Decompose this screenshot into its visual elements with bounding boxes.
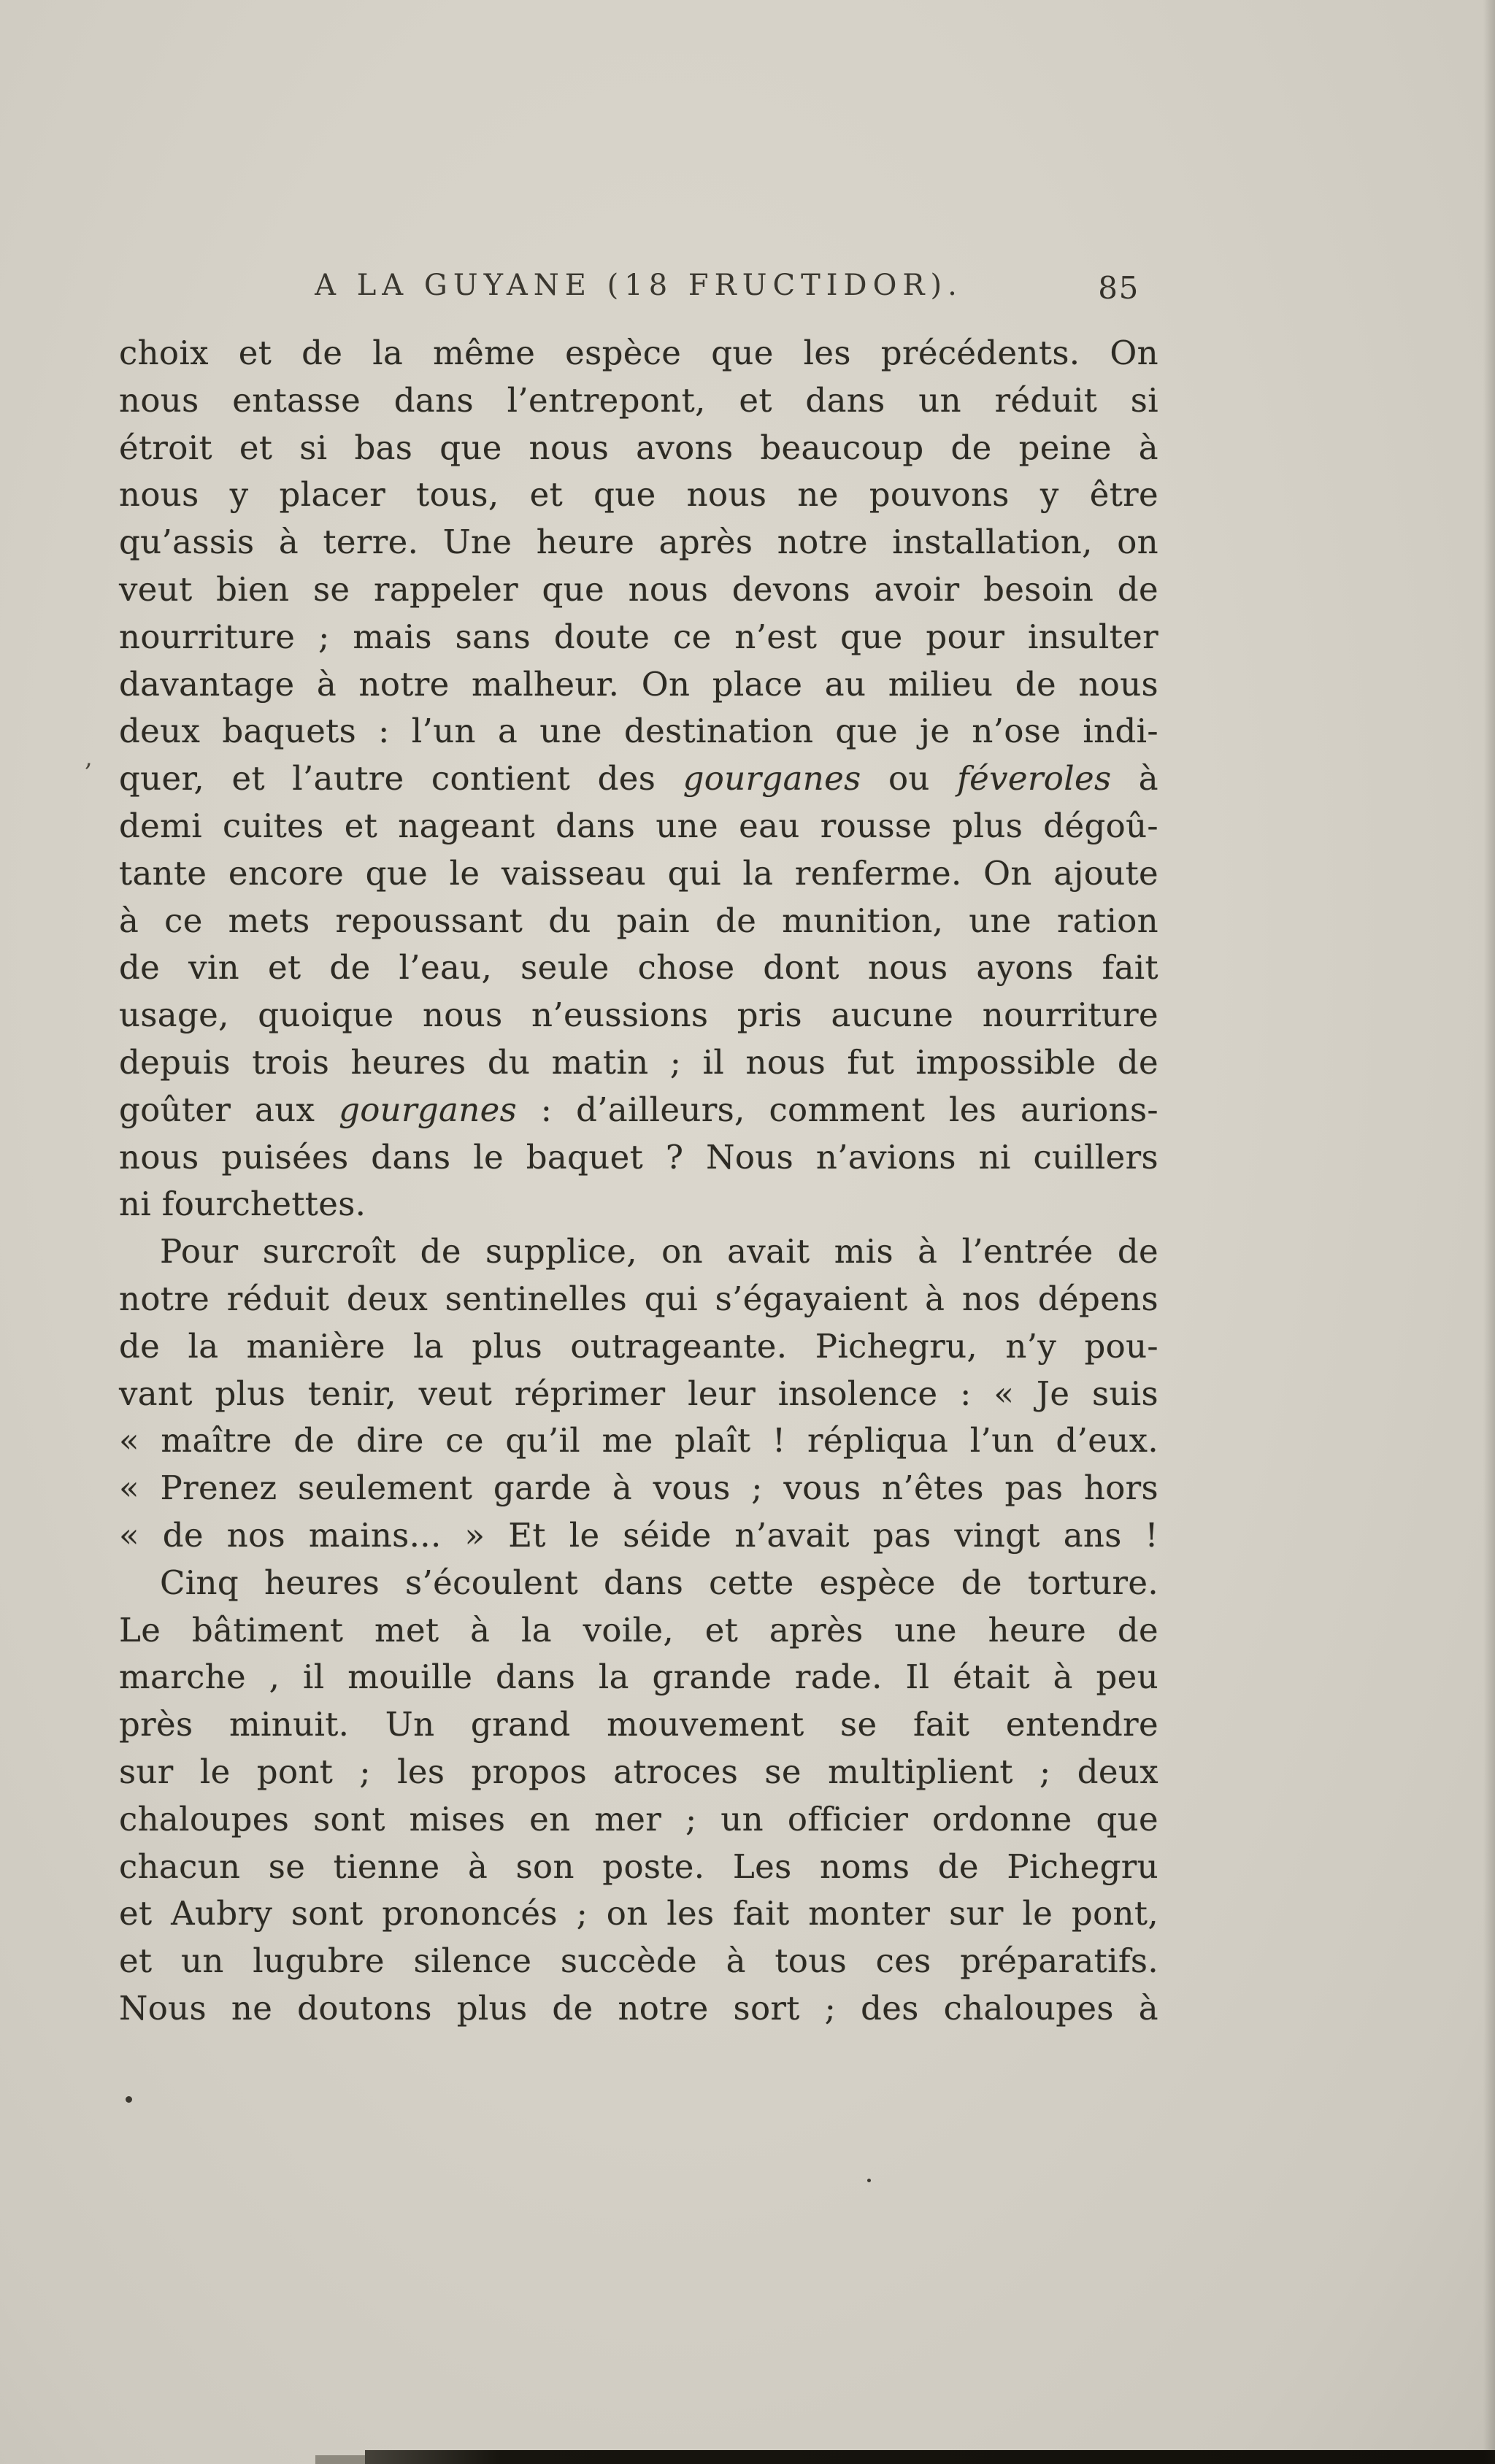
text-line bbox=[119, 755, 1158, 803]
text-line: Pour surcroît de supplice, on avait mis à l’entrée de bbox=[160, 1232, 1158, 1271]
text-line bbox=[119, 1087, 1158, 1134]
text-line: « de nos mains... » Et le séide n’avait pas vingt ans ! bbox=[119, 1515, 1158, 1555]
text-line: sur le pont ; les propos atroces se multiplient ; deux bbox=[119, 1752, 1158, 1791]
page-header bbox=[119, 269, 1158, 306]
text-line: nous puisées dans le baquet ? Nous n’avions ni cuillers bbox=[119, 1137, 1158, 1177]
text-line: vant plus tenir, veut réprimer leur insolence : « Je suis bbox=[119, 1374, 1158, 1413]
text-line: de vin et de l’eau, seule chose dont nous ayons fait bbox=[119, 948, 1158, 987]
text-segment: à bbox=[1111, 759, 1158, 798]
text-line: chaloupes sont mises en mer ; un officier ordonne que bbox=[119, 1799, 1158, 1839]
book-edge bbox=[365, 2450, 1495, 2464]
text-line: nous entasse dans l’entrepont, et dans un réduit si bbox=[119, 380, 1158, 420]
text-line: et un lugubre silence succède à tous ces préparatifs. bbox=[119, 1941, 1158, 1981]
text-line: demi cuites et nageant dans une eau rousse plus dégoû- bbox=[119, 806, 1158, 845]
scan-speck bbox=[867, 2179, 871, 2182]
text-line: nous y placer tous, et que nous ne pouvons y être bbox=[119, 475, 1158, 515]
text-line: Cinq heures s’écoulent dans cette espèce de torture. bbox=[160, 1563, 1158, 1602]
text-line: Le bâtiment met à la voile, et après une heure de bbox=[119, 1610, 1158, 1649]
page-text bbox=[119, 330, 1158, 2033]
text-line: et Aubry sont prononcés ; on les fait monter sur le pont, bbox=[119, 1894, 1158, 1933]
text-line: qu’assis à terre. Une heure après notre installation, on bbox=[119, 523, 1158, 562]
text-line: de la manière la plus outrageante. Pichegru, n’y pou- bbox=[119, 1326, 1158, 1366]
text-line: « Prenez seulement garde à vous ; vous n’êtes pas hors bbox=[119, 1468, 1158, 1508]
text-line: notre réduit deux sentinelles qui s’égayaient à nos dépens bbox=[119, 1279, 1158, 1318]
text-segment: ou bbox=[861, 759, 958, 798]
text-segment: goûter aux bbox=[119, 1090, 339, 1129]
text-line: choix et de la même espèce que les précédents. On bbox=[119, 334, 1158, 372]
italic-term: féveroles bbox=[957, 759, 1112, 798]
book-edge-lead bbox=[315, 2455, 365, 2464]
italic-term: gourganes bbox=[339, 1090, 518, 1129]
scan-speck bbox=[126, 2096, 132, 2103]
text-segment: quer, et l’autre contient des bbox=[119, 759, 683, 798]
text-line: davantage à notre malheur. On place au milieu de nous bbox=[119, 664, 1158, 704]
scan-mark-comma: , bbox=[85, 743, 93, 772]
text-line: « maître de dire ce qu’il me plaît ! répliqua l’un d’eux. bbox=[119, 1421, 1158, 1460]
text-line: tante encore que le vaisseau qui la renferme. On ajoute bbox=[119, 853, 1158, 893]
running-title: A LA GUYANE (18 FRUCTIDOR). bbox=[315, 269, 963, 302]
text-line: marche , il mouille dans la grande rade. Il était à peu bbox=[119, 1658, 1158, 1697]
text-line: près minuit. Un grand mouvement se fait entendre bbox=[119, 1705, 1158, 1744]
text-line: deux baquets : l’un a une destination que je n’ose indi- bbox=[119, 712, 1158, 751]
page-number: 85 bbox=[1098, 270, 1139, 306]
text-line: à ce mets repoussant du pain de munition, une ration bbox=[119, 901, 1158, 940]
text-line: veut bien se rappeler que nous devons avoir besoin de bbox=[119, 569, 1158, 609]
text-line: chacun se tienne à son poste. Les noms de Pichegru bbox=[119, 1847, 1158, 1886]
text-line: Nous ne doutons plus de notre sort ; des chaloupes à bbox=[119, 1988, 1158, 2028]
italic-term: gourganes bbox=[683, 759, 861, 798]
right-edge-shadow bbox=[1483, 0, 1495, 2464]
text-line: ni fourchettes. bbox=[119, 1185, 366, 1224]
text-line: depuis trois heures du matin ; il nous fut impossible de bbox=[119, 1042, 1158, 1082]
text-segment: : d’ailleurs, comment les aurions- bbox=[517, 1090, 1158, 1129]
text-line: étroit et si bas que nous avons beaucoup de peine à bbox=[119, 428, 1158, 467]
text-line: nourriture ; mais sans doute ce n’est que pour insulter bbox=[119, 617, 1158, 656]
text-line: usage, quoique nous n’eussions pris aucune nourriture bbox=[119, 996, 1158, 1035]
